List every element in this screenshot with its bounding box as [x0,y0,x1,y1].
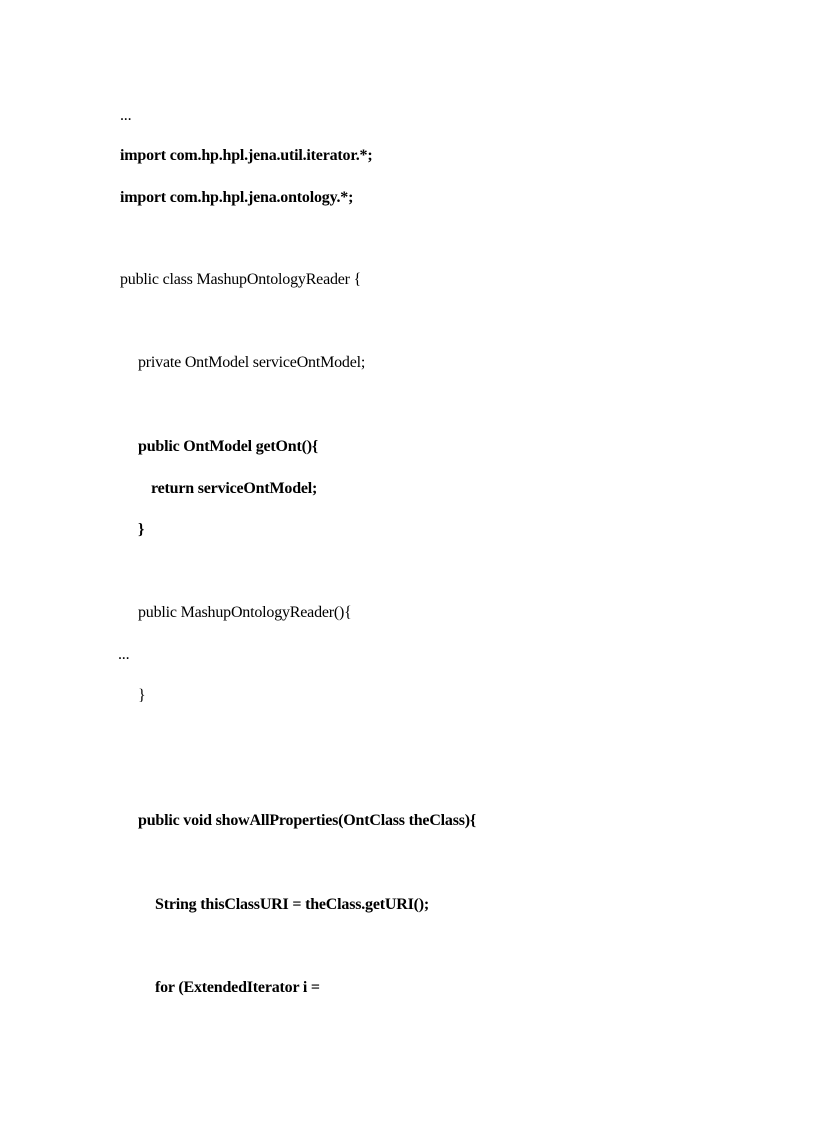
return-statement-line: return serviceOntModel; [151,480,318,497]
ellipsis-line-top: ... [120,107,132,124]
for-loop-line: for (ExtendedIterator i = [155,979,320,996]
getont-method-line: public OntModel getOnt(){ [138,438,318,455]
constructor-closing-brace: } [138,687,146,704]
class-declaration-line: public class MashupOntologyReader { [120,271,362,288]
constructor-line: public MashupOntologyReader(){ [138,604,352,621]
import-ontology-line: import com.hp.hpl.jena.ontology.*; [120,189,354,206]
ellipsis-line-constructor: ... [118,646,130,663]
getont-closing-brace: } [138,521,145,538]
field-declaration-line: private OntModel serviceOntModel; [138,354,366,371]
classuri-assignment-line: String thisClassURI = theClass.getURI(); [155,896,430,913]
showallproperties-method-line: public void showAllProperties(OntClass theClass){ [138,812,477,829]
import-iterator-line: import com.hp.hpl.jena.util.iterator.*; [120,147,373,164]
